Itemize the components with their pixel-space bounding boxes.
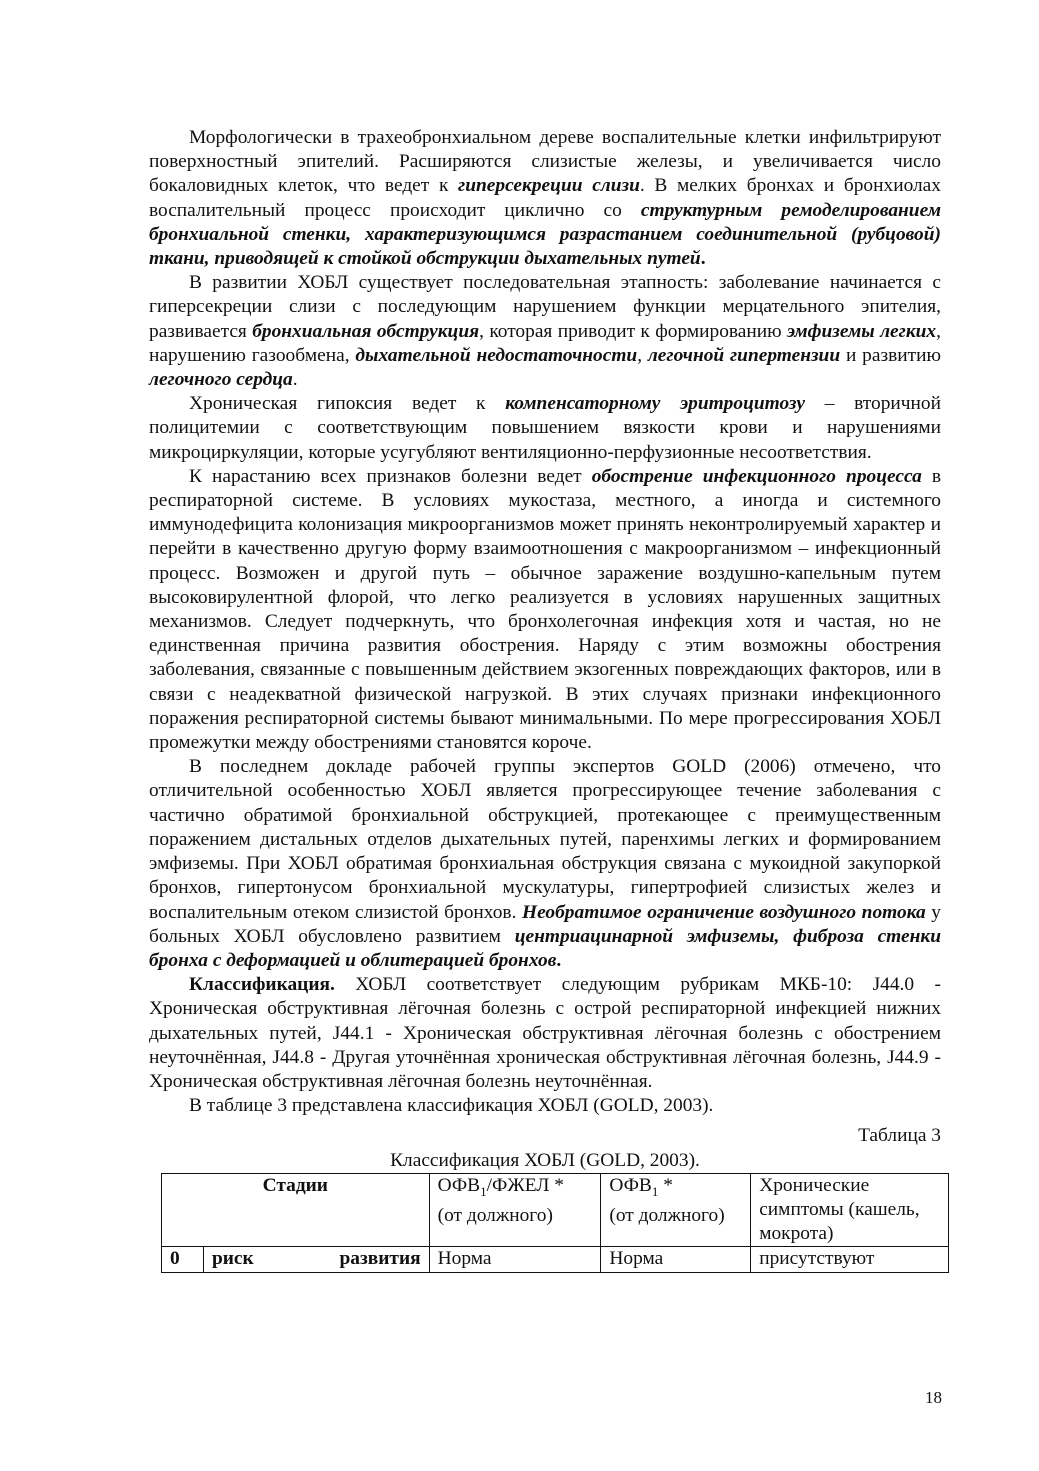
paragraph (149, 755, 941, 973)
table-label: Таблица 3 (858, 1125, 941, 1147)
classification-table (161, 1173, 949, 1273)
paragraph (149, 973, 941, 1094)
row-symptoms: присутствуют (751, 1247, 949, 1272)
text-run: В последнем докладе рабочей группы экспертов GOLD (2006) отмечено, что отличительной особенностью ХОБЛ является прогрессирующее течение заболевания с частично обратимой бронхиальной обструкцией, протекающее с преимущественным поражением дистальных отделов дыхательных путей, паренхимы легких и формированием эмфиземы. При ХОБЛ обратимая бронхиальная обструкция связана с мукоидной закупоркой бронхов, гипертонусом бронхиальной мускулатуры, гипертрофией слизистых желез и воспалительным отеком слизистой бронхов. (149, 756, 941, 923)
header-stages: Стадии (162, 1173, 430, 1247)
text-run: ХОБЛ соответствует следующим рубрикам МКБ-10: J44.0 - Хроническая обструктивная лёгочная болезнь с острой респираторной инфекцией нижних дыхательных путей, J44.1 - Хроническая обструктивная лёгочная болезнь с обострением неуточнённая, J44.8 - Другая уточнённая хроническая обструктивная лёгочная болезнь, J44.9 - Хроническая обструктивная лёгочная болезнь неуточнённая. (149, 974, 941, 1092)
paragraph (149, 392, 941, 465)
text-run: Морфологически в трахеобронхиальном дереве воспалительные клетки инфильтрируют поверхностный эпителий. Расширяются слизистые железы, и увеличивается число бокаловидных клеток, что ведет к (149, 127, 941, 197)
emphasis-text: центриацинарной эмфиземы, фиброза стенки бронха с деформацией и облитерацией бронхов (149, 925, 941, 971)
header-fev1: $ОФВ_1$ * (от должного) (601, 1173, 751, 1247)
emphasis-text: компенсаторному эритроцитозу (505, 393, 805, 415)
header-fev1-fvc: $ОФВ_1$/ФЖЕЛ * (от должного) (429, 1173, 601, 1247)
text-run: в респираторной системе. В условиях мукостаза, местного, а иногда и системного иммунодефицита колонизация микроорганизмов может принять неконтролируемый характер и перейти в качественно другую форму взаимоотношения с макроорганизмом – инфекционный процесс. Возможен и другой путь – обычное заражение воздушно-капельным путем высоковирулентной флорой, что легко реализуется в условиях нарушенных защитных механизмов. Следует подчеркнуть, что бронхолегочная инфекция хотя и частая, но не единственная причина развития обострения. Наряду с этим возможны обострения заболевания, связанные с повышенным действием экзогенных повреждающих факторов, или в связи с неадекватной физической нагрузкой. В этих случаях признаки инфекционного поражения респираторной системы бывают минимальными. По мере прогрессирования ХОБЛ промежутки между обострениями становятся короче. (149, 465, 941, 754)
emphasis-text: структурным ремоделированием бронхиальной стенки, характеризующимся разрастанием соединительной (рубцовой) ткани, приводящей к стойкой обструкции дыхательных путей (149, 199, 941, 270)
emphasis-text: Классификация. (189, 974, 335, 996)
text-run: К нарастанию всех признаков болезни ведет (189, 465, 592, 487)
row-fev1-fvc: Норма (429, 1247, 601, 1272)
text-run: В развитии ХОБЛ существует последовательная этапность: заболевание начинается с гиперсекреции слизи с последующим нарушением функции мерцательного эпителия, развивается (149, 272, 941, 342)
page-number: 18 (925, 1388, 942, 1407)
row-stage-number: 0 (162, 1247, 204, 1272)
document-page (149, 126, 941, 1273)
paragraph (149, 271, 941, 392)
row-fev1: Норма (601, 1247, 751, 1272)
text-run: В таблице 3 представлена классификация ХОБЛ (GOLD, 2003). (189, 1095, 714, 1117)
emphasis-text: . (700, 248, 706, 270)
paragraph (149, 465, 941, 755)
body-text (149, 126, 941, 1118)
row-stage-name: риск развития (203, 1247, 429, 1272)
text-run: и развитию (840, 344, 941, 366)
table-header-row (162, 1173, 949, 1247)
emphasis-text: обострение инфекционного процесса (591, 465, 922, 487)
emphasis-text: эмфиземы легких (787, 320, 937, 342)
table-caption: Классификация ХОБЛ (GOLD, 2003). (390, 1149, 700, 1171)
text-run: , нарушению газообмена, (149, 320, 941, 366)
paragraph (149, 126, 941, 271)
emphasis-text: легочного сердца (149, 369, 293, 391)
text-run: у больных ХОБЛ обусловлено развитием (149, 901, 941, 947)
emphasis-text: . (556, 949, 562, 971)
emphasis-text: гиперсекреции слизи (458, 175, 640, 197)
text-run: , (637, 344, 648, 366)
paragraph (149, 1094, 941, 1118)
emphasis-text: Необратимое ограничение воздушного потока (522, 901, 926, 923)
emphasis-text: бронхиальная обструкция (252, 320, 480, 342)
emphasis-text: дыхательной недостаточности (355, 344, 638, 366)
text-run: . В мелких бронхах и бронхиолах воспалительный процесс происходит циклично со (149, 175, 941, 221)
text-run: . (292, 369, 298, 391)
text-run: , которая приводит к формированию (479, 320, 788, 342)
text-run: – вторичной полицитемии с соответствующим повышением вязкости крови и нарушениями микроциркуляции, которые усугубляют вентиляционно-перфузионные несоответствия. (149, 393, 941, 463)
text-run: Хроническая гипоксия ведет к (189, 393, 506, 415)
table-row (162, 1247, 949, 1272)
header-symptoms: Хронические симптомы (кашель, мокрота) (751, 1173, 949, 1247)
emphasis-text: легочной гипертензии (647, 344, 841, 366)
